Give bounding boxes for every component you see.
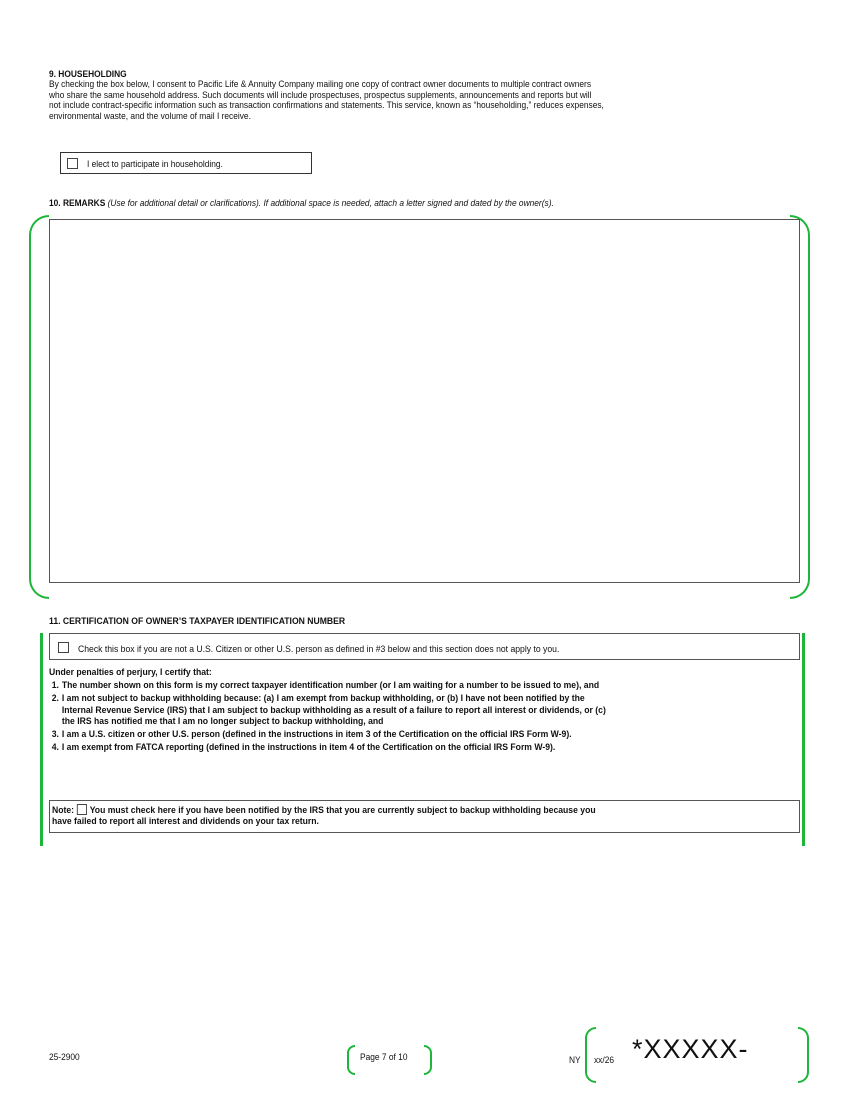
householding-checkbox-label: I elect to participate in householding. xyxy=(87,159,223,169)
consent-line: By checking the box below, I consent to Pacific Life & Annuity Company mailing one copy of contract owner documents to multiple contract owners xyxy=(49,79,592,89)
form-code: 25-2900 xyxy=(49,1052,80,1062)
remarks-title: 10. REMARKS xyxy=(49,198,106,208)
item-number: 1. xyxy=(51,679,59,691)
householding-option xyxy=(60,152,312,174)
certification-heading: 11. CERTIFICATION OF OWNER’S TAXPAYER IDENTIFICATION NUMBER xyxy=(49,615,346,626)
certification-item xyxy=(49,692,748,726)
note-text: You must check here if you have been notified by the IRS that you are currently subject to backup withholding because you xyxy=(89,804,596,815)
item-number: 4. xyxy=(51,740,59,752)
householding-heading: 9. HOUSEHOLDING xyxy=(49,69,127,79)
state-code: NY xyxy=(569,1055,581,1065)
item-number: 2. xyxy=(51,692,59,704)
householding-consent-text xyxy=(49,79,812,122)
certification-item xyxy=(49,741,748,752)
remarks-textarea[interactable] xyxy=(49,219,800,583)
certification-statements xyxy=(49,666,809,752)
consent-line: who share the same household address. Such documents will include prospectuses, prospectus supplements, announcements and reports but will xyxy=(49,89,592,100)
item-text: Internal Revenue Service (IRS) that I am subject to backup withholding as a result of a failure to report all interest or dividends, or (c) xyxy=(61,703,606,715)
barcode-text: *XXXXX- xyxy=(632,1034,749,1064)
barcode-right-bracket xyxy=(798,1027,809,1083)
item-text: the IRS has notified me that I am no longer subject to backup withholding, and xyxy=(61,715,384,727)
item-text: The number shown on this form is my correct taxpayer identification number (or I am waiting for a number to be issued to me), and xyxy=(61,679,600,691)
certification-left-bar xyxy=(40,633,43,846)
remarks-heading xyxy=(49,198,554,208)
page-left-bracket xyxy=(347,1045,355,1075)
note-label: Note: xyxy=(52,804,75,815)
item-text: I am a U.S. citizen or other U.S. person (defined in the instructions in item 3 of the Certification on the official IRS Form W-9). xyxy=(61,728,572,740)
not-us-person-checkbox[interactable] xyxy=(58,642,69,653)
item-number: 3. xyxy=(51,728,59,740)
form-date: xx/26 xyxy=(594,1055,615,1065)
page-number: Page 7 of 10 xyxy=(360,1052,408,1062)
backup-withholding-checkbox[interactable] xyxy=(77,804,87,815)
consent-line: not include contract-specific information such as transaction confirmations and statements. This service, known as “householding,” reduces expenses, xyxy=(49,100,604,111)
backup-withholding-note xyxy=(49,800,800,833)
certification-item xyxy=(49,679,748,690)
remarks-instructions: (Use for additional detail or clarifications). If additional space is needed, attach a letter signed and dated by the owner(s). xyxy=(107,198,554,208)
perjury-intro: Under penalties of perjury, I certify that: xyxy=(49,666,212,677)
note-text: have failed to report all interest and dividends on your tax return. xyxy=(52,815,319,827)
not-us-person-row xyxy=(49,633,800,660)
not-us-person-label: Check this box if you are not a U.S. Citizen or other U.S. person as defined in #3 below and this section does not apply to you. xyxy=(78,643,560,654)
item-text: I am exempt from FATCA reporting (defined in the instructions in item 4 of the Certification on the official IRS Form W-9). xyxy=(61,740,556,752)
householding-checkbox[interactable] xyxy=(67,158,78,169)
item-text: I am not subject to backup withholding because: (a) I am exempt from backup withholding, or (b) I have not been notified by the xyxy=(61,692,585,704)
page-right-bracket xyxy=(424,1045,432,1075)
certification-item xyxy=(49,728,748,739)
remarks-left-bracket xyxy=(29,215,49,599)
consent-line: environmental waste, and the volume of mail I receive. xyxy=(49,111,251,122)
